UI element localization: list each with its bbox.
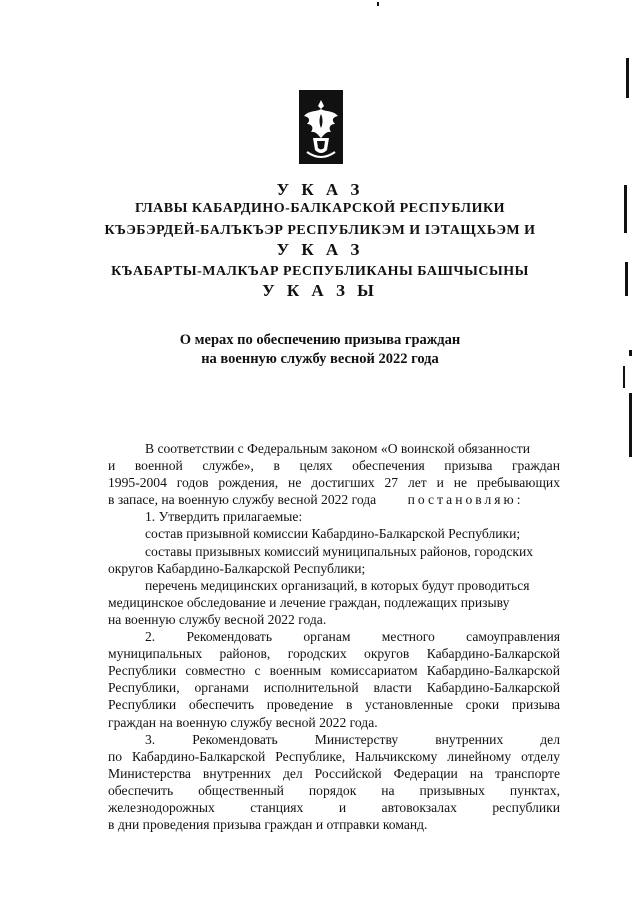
scan-mark: [626, 58, 629, 98]
body-line: округов Кабардино-Балкарской Республики;: [108, 560, 366, 576]
body-line: В соответствии с Федеральным законом «О воинской обязанности: [145, 441, 530, 456]
body-line: состав призывной комиссии Кабардино-Балкарской Республики;: [145, 526, 521, 542]
body-line: 2. Рекомендовать органам местного самоуправления: [145, 629, 560, 645]
scan-mark: [377, 2, 379, 6]
body-line: Республики обеспечить проведение в установленные сроки призыва: [108, 697, 560, 713]
body-line: на военную службу весной 2022 года.: [108, 611, 327, 627]
body-line: обеспечить общественный порядок на призывных пунктах,: [108, 782, 560, 798]
decree-body: [108, 440, 560, 833]
body-line: перечень медицинских организаций, в которых будут проводиться: [145, 577, 530, 593]
body-text-span: в запасе, на военную службу весной 2022 года: [108, 492, 377, 508]
body-line: Республики совместно с военным комиссариатом Кабардино-Балкарской: [108, 663, 560, 679]
body-line: в дни проведения призыва граждан и отправки команд.: [108, 817, 428, 833]
scan-mark: [629, 393, 632, 457]
body-line: по Кабардино-Балкарской Республике, Нальчикскому линейному отделу: [108, 748, 560, 764]
decree-title: [0, 331, 640, 369]
decree-heading-kabardian: У К А З: [276, 240, 364, 259]
body-line: муниципальных районов, городских округов Кабардино-Балкарской: [108, 646, 560, 662]
body-line: составы призывных комиссий муниципальных районов, городских: [145, 543, 534, 559]
decree-heading-balkar: У К А З Ы: [262, 281, 378, 300]
title-line: на военную службу весной 2022 года: [201, 351, 439, 367]
postanovlyayu: постановляю:: [407, 492, 524, 508]
body-line: медицинское обследование и лечение граждан, подлежащих призыву: [108, 594, 510, 610]
header-line-kabardian: КЪЭБЭРДЕЙ-БАЛЪКЪЭР РЕСПУБЛИКЭМ И ІЭТАЩХЬЭМ И: [104, 223, 536, 238]
body-line: 1995-2004 годов рождения, не достигших 27 лет и не пребывающих: [108, 475, 560, 491]
body-line: 1. Утвердить прилагаемые:: [145, 509, 303, 525]
decree-heading: У К А З: [276, 180, 364, 199]
body-line: Республики, органами исполнительной власти Кабардино-Балкарской: [108, 680, 560, 696]
body-line: железнодорожных станциях и автовокзалах республики: [108, 799, 560, 815]
header-line-balkar: КЪАБАРТЫ-МАЛКЪАР РЕСПУБЛИКАНЫ БАШЧЫСЫНЫ: [111, 264, 529, 279]
body-line: 3. Рекомендовать Министерству внутренних дел: [145, 731, 560, 747]
body-line: граждан на военную службу весной 2022 года.: [108, 714, 378, 730]
coat-of-arms-emblem: [299, 90, 343, 164]
header-line-russian: ГЛАВЫ КАБАРДИНО-БАЛКАРСКОЙ РЕСПУБЛИКИ: [134, 201, 506, 216]
body-line: и военной службе», в целях обеспечения призыва граждан: [108, 458, 560, 474]
title-line: О мерах по обеспечению призыва граждан: [179, 332, 461, 348]
body-line: Министерства внутренних дел Российской Федерации на транспорте: [108, 765, 560, 781]
body-line: [108, 491, 560, 508]
scan-mark: [623, 366, 625, 388]
